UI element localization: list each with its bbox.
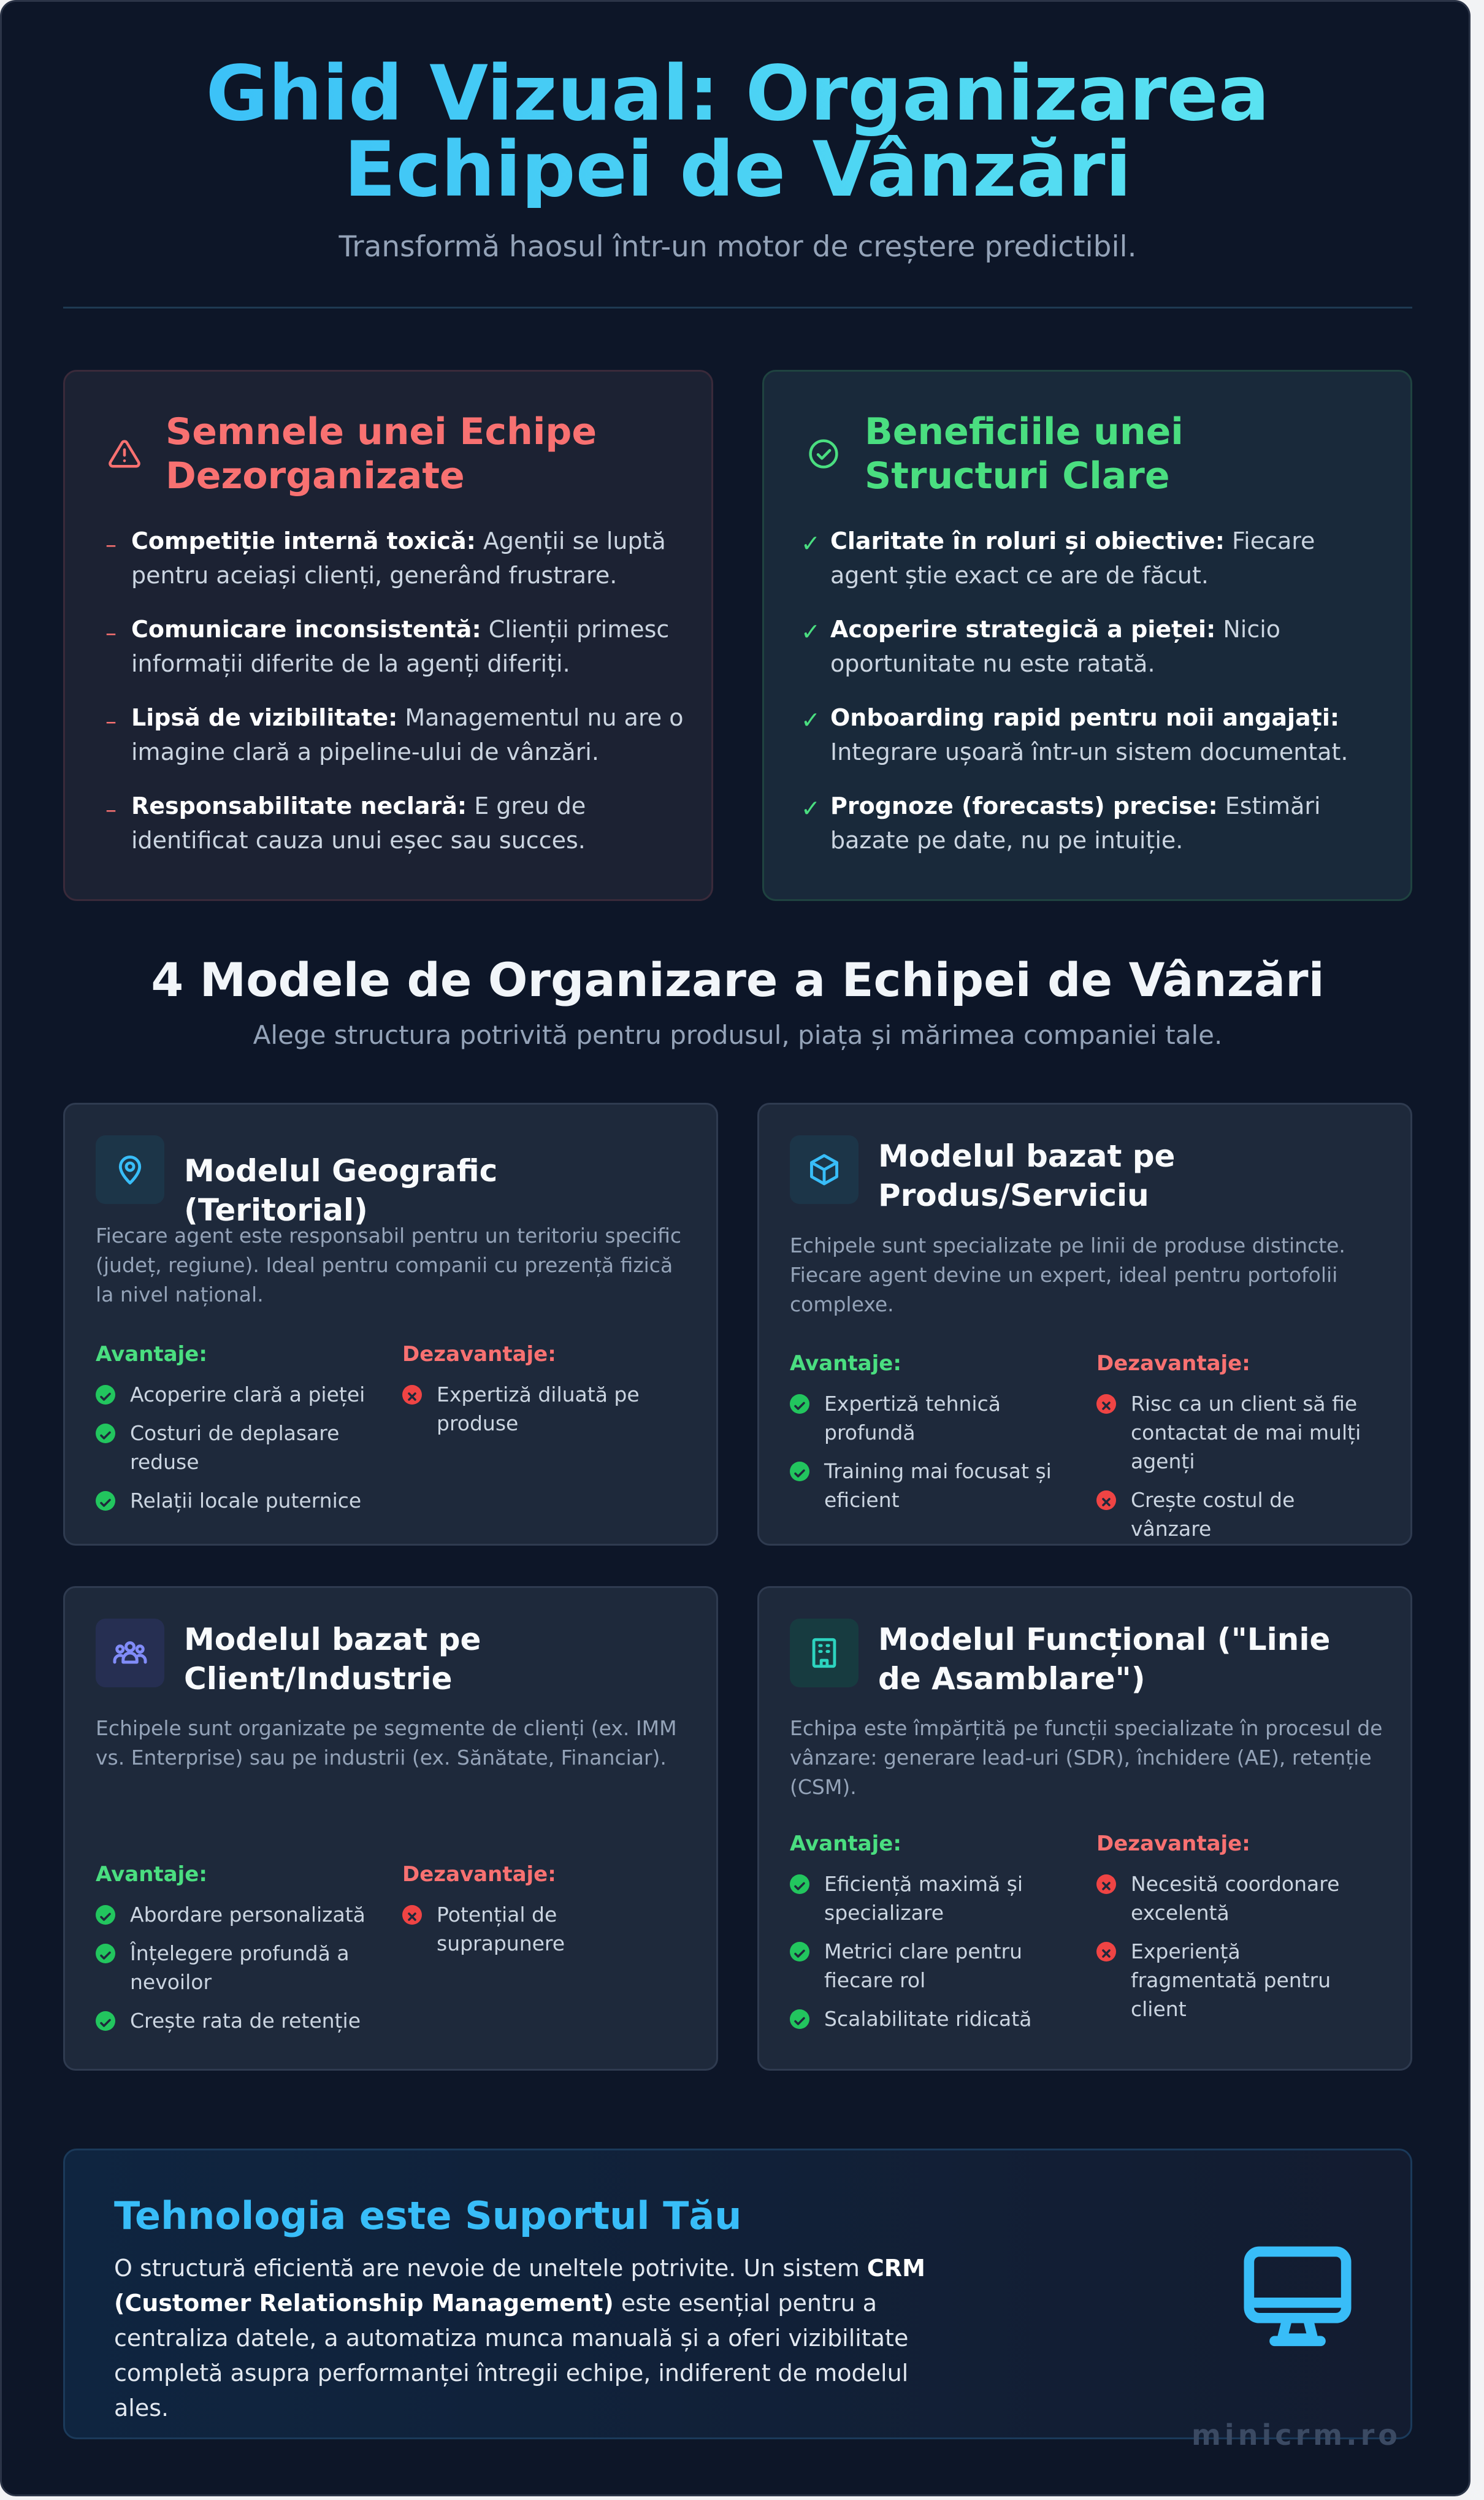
pros-column	[96, 1861, 365, 2045]
con-text: Crește costul de vânzare	[1131, 1488, 1295, 1541]
pro-item	[96, 1419, 365, 1476]
model-card-functional	[757, 1586, 1412, 2071]
pro-item	[96, 1900, 365, 1929]
con-item	[402, 1900, 672, 1958]
pro-text: Relații locale puternice	[130, 1489, 362, 1513]
pro-item	[96, 1380, 365, 1409]
check-icon: ✓	[801, 707, 820, 734]
check-badge-icon	[96, 1491, 115, 1511]
check-badge-icon	[96, 1944, 115, 1963]
check-badge-icon	[790, 2009, 809, 2029]
list-item	[102, 700, 690, 769]
pro-text: Eficiență maximă și specializare	[824, 1872, 1023, 1925]
model-description: Echipele sunt specializate pe linii de produse distincte. Fiecare agent devine un expert, ideal pentru portofolii complexe.	[790, 1233, 1345, 1316]
model-title: Modelul bazat pe Client/Industrie	[184, 1622, 481, 1697]
pros-label: Avantaje:	[790, 1351, 901, 1376]
item-text: Estimări bazate pe date, nu pe intuiție.	[830, 792, 1321, 854]
brand-watermark: minicrm.ro	[1191, 2418, 1401, 2452]
dash-icon: –	[105, 797, 117, 822]
pro-item	[790, 1389, 1060, 1447]
benefits-panel	[762, 370, 1412, 901]
pros-label: Avantaje:	[96, 1862, 207, 1887]
check-icon: ✓	[801, 618, 820, 645]
models-section-subtitle: Alege structura potrivită pentru produsul, piața și mărimea companiei tale.	[253, 1020, 1223, 1050]
item-label: Comunicare inconsistentă:	[131, 616, 481, 643]
list-item	[801, 789, 1390, 857]
pros-label: Avantaje:	[790, 1831, 901, 1856]
model-description: Echipele sunt organizate pe segmente de clienți (ex. IMM vs. Enterprise) sau pe industrii (ex. Sănătate, Financiar).	[96, 1716, 677, 1770]
check-badge-icon	[790, 1874, 809, 1894]
x-badge-icon	[1096, 1874, 1116, 1894]
x-badge-icon	[402, 1385, 422, 1405]
computer-monitor-icon	[1236, 2236, 1359, 2359]
crm-highlight: CRM (Customer Relationship Management)	[114, 2255, 925, 2317]
pros-column	[96, 1341, 365, 1525]
item-label: Lipsă de vizibilitate:	[131, 704, 398, 731]
pro-item	[790, 2004, 1060, 2033]
pro-text: Abordare personalizată	[130, 1903, 365, 1927]
technology-text	[114, 2251, 960, 2426]
item-label: Onboarding rapid pentru noii angajați:	[830, 704, 1340, 731]
check-badge-icon	[96, 2011, 115, 2031]
item-text: E greu de identificat cauza unui eșec sau succes.	[131, 792, 586, 854]
pro-text: Metrici clare pentru fiecare rol	[824, 1939, 1023, 1992]
pros-column	[790, 1830, 1060, 2043]
pro-item	[790, 1869, 1060, 1927]
con-item	[1096, 1486, 1366, 1543]
cube-icon	[790, 1135, 859, 1204]
pro-text: Costuri de deplasare reduse	[130, 1421, 340, 1474]
item-text: Integrare ușoară într-un sistem documentat.	[830, 738, 1348, 765]
con-text: Potențial de suprapunere	[437, 1903, 565, 1955]
model-card-geographic	[63, 1103, 718, 1546]
item-label: Acoperire strategică a pieței:	[830, 616, 1216, 643]
pro-text: Acoperire clară a pieței	[130, 1382, 365, 1406]
pro-item	[790, 1457, 1060, 1514]
pro-item	[790, 1937, 1060, 1995]
dash-icon: –	[105, 532, 117, 558]
item-text: Agenții se luptă pentru aceiași clienți, generând frustrare.	[131, 527, 666, 589]
cons-label: Dezavantaje:	[402, 1862, 556, 1887]
pro-text: Crește rata de retenție	[130, 2009, 361, 2033]
con-item	[1096, 1389, 1366, 1476]
page-title	[63, 50, 1412, 214]
pro-text: Expertiză tehnică profundă	[824, 1392, 1001, 1444]
con-item	[1096, 1869, 1366, 1927]
con-item	[1096, 1937, 1366, 2023]
problems-title: Semnele unei Echipe Dezorganizate	[166, 410, 597, 497]
page-subtitle: Transformă haosul într-un motor de creștere predictibil.	[338, 230, 1137, 264]
header-divider	[63, 307, 1412, 309]
benefits-list	[801, 524, 1390, 877]
model-title: Modelul bazat pe Produs/Serviciu	[878, 1138, 1176, 1213]
cons-label: Dezavantaje:	[402, 1342, 556, 1367]
item-label: Competiție internă toxică:	[131, 527, 476, 554]
dash-icon: –	[105, 709, 117, 734]
check-badge-icon	[96, 1905, 115, 1925]
model-description: Fiecare agent este responsabil pentru un teritoriu specific (județ, regiune). Ideal pentru companii cu prezență fizică la nivel național.	[96, 1224, 682, 1306]
model-description: Echipa este împărțită pe funcții specializate în procesul de vânzare: generare lead-uri (SDR), închidere (AE), retenție (CSM).	[790, 1716, 1383, 1799]
check-badge-icon	[790, 1942, 809, 1961]
problems-list	[102, 524, 690, 877]
x-badge-icon	[1096, 1490, 1116, 1510]
list-item	[801, 700, 1390, 769]
map-pin-icon	[96, 1135, 164, 1204]
item-label: Claritate în roluri și obiective:	[830, 527, 1225, 554]
pro-item	[96, 1486, 365, 1515]
con-text: Expertiză diluată pe produse	[437, 1382, 640, 1435]
check-badge-icon	[96, 1385, 115, 1405]
tech-text-start: O structură eficientă are nevoie de uneltele potrivite. Un sistem	[114, 2255, 867, 2282]
cons-label: Dezavantaje:	[1096, 1351, 1250, 1376]
cons-column	[1096, 1350, 1366, 1553]
cons-label: Dezavantaje:	[1096, 1831, 1250, 1856]
con-text: Necesită coordonare excelentă	[1131, 1872, 1340, 1925]
check-badge-icon	[790, 1394, 809, 1414]
pros-column	[790, 1350, 1060, 1524]
cons-column	[1096, 1830, 1366, 2033]
list-item	[102, 612, 690, 681]
list-item	[801, 612, 1390, 681]
pro-text: Scalabilitate ridicată	[824, 2007, 1032, 2031]
problems-panel	[63, 370, 713, 901]
con-item	[402, 1380, 672, 1438]
technology-title: Tehnologia este Suportul Tău	[114, 2193, 742, 2238]
title-line-2: Echipei de Vânzări	[343, 126, 1132, 214]
warning-triangle-icon	[108, 437, 141, 470]
x-badge-icon	[1096, 1942, 1116, 1961]
item-label: Responsabilitate neclară:	[131, 792, 467, 819]
x-badge-icon	[402, 1905, 422, 1925]
list-item	[102, 524, 690, 592]
item-text: Nicio oportunitate nu este ratată.	[830, 616, 1281, 677]
con-text: Risc ca un client să fie contactat de mai mulți agenți	[1131, 1392, 1361, 1473]
x-badge-icon	[1096, 1394, 1116, 1414]
item-text: Managementul nu are o imagine clară a pipeline-ului de vânzări.	[131, 704, 684, 765]
building-icon	[790, 1619, 859, 1687]
item-text: Clienții primesc informații diferite de la agenți diferiți.	[131, 616, 670, 677]
pro-item	[96, 1939, 365, 1996]
models-section-title: 4 Modele de Organizare a Echipei de Vânzări	[151, 953, 1325, 1007]
list-item	[102, 789, 690, 857]
pro-text: Înțelegere profundă a nevoilor	[130, 1941, 350, 1994]
model-title: Modelul Funcțional ("Linie de Asamblare")	[878, 1622, 1331, 1697]
check-badge-icon	[790, 1462, 809, 1481]
model-card-client	[63, 1586, 718, 2071]
list-item	[801, 524, 1390, 592]
pro-text: Training mai focusat și eficient	[824, 1459, 1052, 1512]
check-icon: ✓	[801, 795, 820, 822]
model-title: Modelul Geografic (Teritorial)	[184, 1153, 498, 1228]
check-icon: ✓	[801, 530, 820, 557]
problems-header	[108, 410, 632, 498]
cons-column	[402, 1341, 672, 1447]
dash-icon: –	[105, 621, 117, 646]
technology-callout	[63, 2149, 1412, 2439]
model-card-product	[757, 1103, 1412, 1546]
benefits-header	[807, 410, 1331, 498]
check-badge-icon	[96, 1424, 115, 1443]
check-circle-icon	[807, 437, 840, 470]
title-line-1: Ghid Vizual: Organizarea	[205, 50, 1270, 138]
users-group-icon	[96, 1619, 164, 1687]
item-text: Fiecare agent știe exact ce are de făcut.	[830, 527, 1315, 589]
benefits-title: Beneficiile unei Structuri Clare	[865, 410, 1184, 497]
item-label: Prognoze (forecasts) precise:	[830, 792, 1218, 819]
pro-item	[96, 2006, 365, 2035]
con-text: Experiență fragmentată pentru client	[1131, 1939, 1331, 2021]
cons-column	[402, 1861, 672, 1968]
pros-label: Avantaje:	[96, 1342, 207, 1367]
tech-text-end: este esențial pentru a centraliza datele, a automatiza munca manuală și a oferi vizibilitate completă asupra performanței întregii echipe, indiferent de modelul ales.	[114, 2290, 909, 2421]
